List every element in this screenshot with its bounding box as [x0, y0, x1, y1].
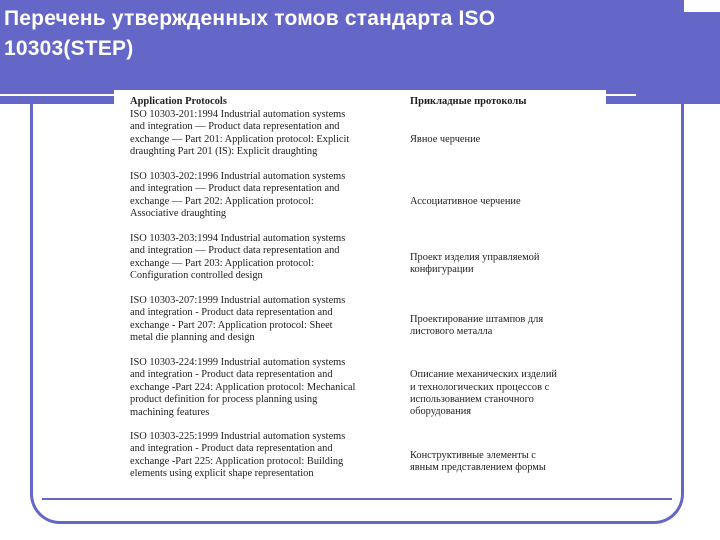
text-line: ISO 10303-202:1996 Industrial automation systems: [130, 171, 346, 182]
text-line: and integration - Product data representation and: [130, 369, 333, 381]
text-line: Associative draughting: [130, 208, 227, 220]
table-row: [130, 171, 600, 233]
text-line: elements using explicit shape representation: [130, 468, 314, 480]
text-line: явным представлением формы: [410, 462, 546, 473]
text-line: использованием станочного: [410, 394, 534, 405]
text-line: machining features: [130, 406, 210, 418]
text-line: ISO 10303-225:1999 Industrial automation systems: [130, 431, 346, 442]
protocol-ru: [410, 357, 596, 431]
text-line: ISO 10303-201:1994 Industrial automation systems: [130, 109, 346, 120]
text-line: ISO 10303-203:1994 Industrial automation systems: [130, 233, 346, 244]
text-line: Описание механических изделий: [410, 369, 557, 381]
text-line: конфигурации: [410, 264, 474, 275]
text-line: листового металла: [410, 326, 493, 337]
table-row: [130, 357, 600, 431]
slide-title: [4, 4, 684, 64]
text-line: и технологических процессов с: [410, 381, 550, 393]
protocol-ru: [410, 431, 596, 493]
text-line: exchange — Part 202: Application protocol:: [130, 195, 314, 207]
protocol-en: [130, 431, 410, 493]
frame-bottom-line: [42, 498, 672, 500]
text-line: and integration — Product data representation and: [130, 245, 340, 257]
text-line: exchange -Part 224: Application protocol: Mechanical: [130, 381, 356, 393]
protocol-ru: [410, 171, 596, 233]
text-line: draughting Part 201 (IS): Explicit draughting: [130, 146, 318, 158]
text-line: Проектирование штампов для: [410, 313, 544, 325]
protocol-ru: [410, 109, 596, 171]
slide-title-line-2: 10303(STEP): [4, 37, 134, 60]
text-line: product definition for process planning using: [130, 394, 318, 406]
header-application-protocols: Application Protocols: [130, 96, 227, 107]
title-notch: [684, 0, 720, 12]
protocol-en: [130, 233, 410, 295]
text-line: Configuration controlled design: [130, 270, 263, 282]
table-header-row: [130, 90, 600, 109]
table-row: [130, 295, 600, 357]
protocol-en: [130, 109, 410, 171]
text-line: оборудования: [410, 406, 472, 418]
text-line: exchange — Part 201: Application protocol: Explicit: [130, 133, 350, 145]
protocols-table: [114, 90, 606, 492]
slide-title-line-1: Перечень утвержденных томов стандарта ISO: [4, 7, 496, 30]
protocol-ru: [410, 295, 596, 357]
text-line: ISO 10303-207:1999 Industrial automation systems: [130, 295, 346, 306]
text-line: and integration - Product data representation and: [130, 443, 333, 455]
text-line: exchange - Part 207: Application protocol: Sheet: [130, 319, 333, 331]
protocol-en: [130, 171, 410, 233]
text-line: metal die planning and design: [130, 332, 255, 344]
table-row: [130, 431, 600, 493]
protocol-en: [130, 295, 410, 357]
text-line: exchange — Part 203: Application protocol:: [130, 257, 314, 269]
table-row: [130, 233, 600, 295]
text-line: Проект изделия управляемой: [410, 251, 540, 263]
protocol-ru: [410, 233, 596, 295]
text-line: and integration - Product data representation and: [130, 307, 333, 319]
text-line: exchange -Part 225: Application protocol: Building: [130, 455, 344, 467]
header-prikladnye-protokoly: Прикладные протоколы: [410, 96, 527, 107]
table-row: [130, 109, 600, 171]
text-line: and integration — Product data representation and: [130, 183, 340, 195]
text-line: ISO 10303-224:1999 Industrial automation systems: [130, 357, 346, 368]
text-line: Явное черчение: [410, 133, 481, 145]
text-line: Ассоциативное черчение: [410, 195, 521, 207]
text-line: and integration — Product data representation and: [130, 121, 340, 133]
protocol-en: [130, 357, 410, 431]
text-line: Конструктивные элементы с: [410, 449, 536, 461]
